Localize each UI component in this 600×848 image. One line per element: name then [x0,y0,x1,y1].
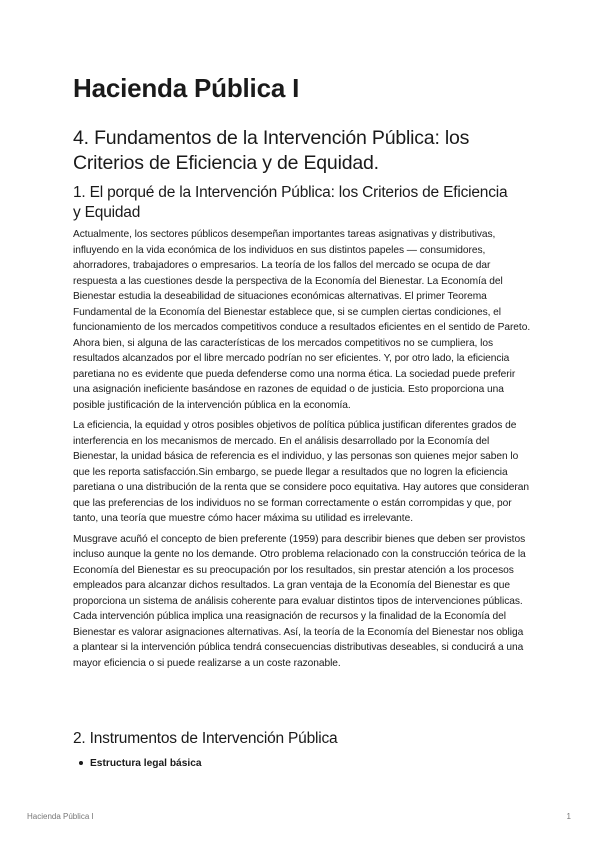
paragraph-1: Actualmente, los sectores públicos desempeñan importantes tareas asignativas y distributivas, influyendo en la vida económica de los individuos en sus distintos papeles — consumidores, ahorradores, trabajadores o empresarios. La teoría de los fallos del mercado se ocupa de dar respuesta a las cuestiones desde la perspectiva de la Economía del Bienestar. La Economía del Bienestar estudia la deseabilidad de situaciones económicas alternativas. El primer Teorema Fundamental de la Economía del Bienestar establece que, si se cumplen ciertas condiciones, el funcionamiento de los mercados competitivos conduce a resultados eficientes en el sentido de Pareto. Ahora bien, si alguna de las características de los mercados competitivos no se cumpliera, los resultados alcanzados por el libre mercado podrían no ser eficientes. Y, por otro lado, la eficiencia paretiana no es evidente que pueda defenderse como una norma ética. La sociedad puede preferir una asignación ineficiente basándose en razones de equidad o de justicia. Esto proporciona una posible justificación de la intervención pública en la economía. [73,229,531,411]
footer-page-number: 1 [566,812,571,821]
section-heading-1: 1. El porqué de la Intervención Pública: los Criterios de Eficiencia y Equidad [73,184,508,221]
bullet-dot-icon [79,761,83,765]
chapter-title: 4. Fundamentos de la Intervención Pública: los Criterios de Eficiencia y de Equidad. [73,127,470,174]
paragraph-3: Musgrave acuñó el concepto de bien preferente (1959) para describir bienes que deben ser provistos incluso aunque la gente no los demande. Otro problema relacionado con la construcción teórica de la Economía del Bienestar es su preocupación por los resultados, sin prestar atención a los procesos empleados para alcanzar dichos resultados. La gran ventaja de la Economía del Bienestar es que proporciona un sistema de análisis coherente para evaluar distintos tipos de intervenciones públicas. Cada intervención pública implica una reasignación de recursos y la finalidad de la Economía del Bienestar es valorar asignaciones alternativas. Así, la teoría de la Economía del Bienestar nos obliga a plantear si la intervención pública tendrá consecuencias distributivas deseables, si conducirá a una mayor eficiencia o si puede realizarse a un coste razonable. [73,533,526,669]
paragraph-2: La eficiencia, la equidad y otros posibles objetivos de política pública justifican diferentes grados de interferencia en los mecanismos de mercado. En el análisis desarrollado por la Economía del Bienestar, la unidad básica de referencia es el individuo, y las personas son quienes mejor saben lo que les reporta satisfacción.Sin embargo, se puede llegar a resultados que no logren la eficiencia paretiana o una distribución de la renta que se considere poco equitativa. Hay autores que consideran que las preferencias de los individuos no se forman correctamente o están corrompidas y que, por tanto, una teoría que muestre cómo hacer máxima su utilidad es irrelevante. [73,420,529,524]
bullet-list [73,756,202,771]
section-1-body [73,227,531,676]
list-item [73,756,202,771]
list-item-text: Estructura legal básica [90,758,202,769]
document-title: Hacienda Pública I [73,73,300,103]
section-heading-2: 2. Instrumentos de Intervención Pública [73,730,338,747]
footer-document-name: Hacienda Pública I [27,812,94,821]
